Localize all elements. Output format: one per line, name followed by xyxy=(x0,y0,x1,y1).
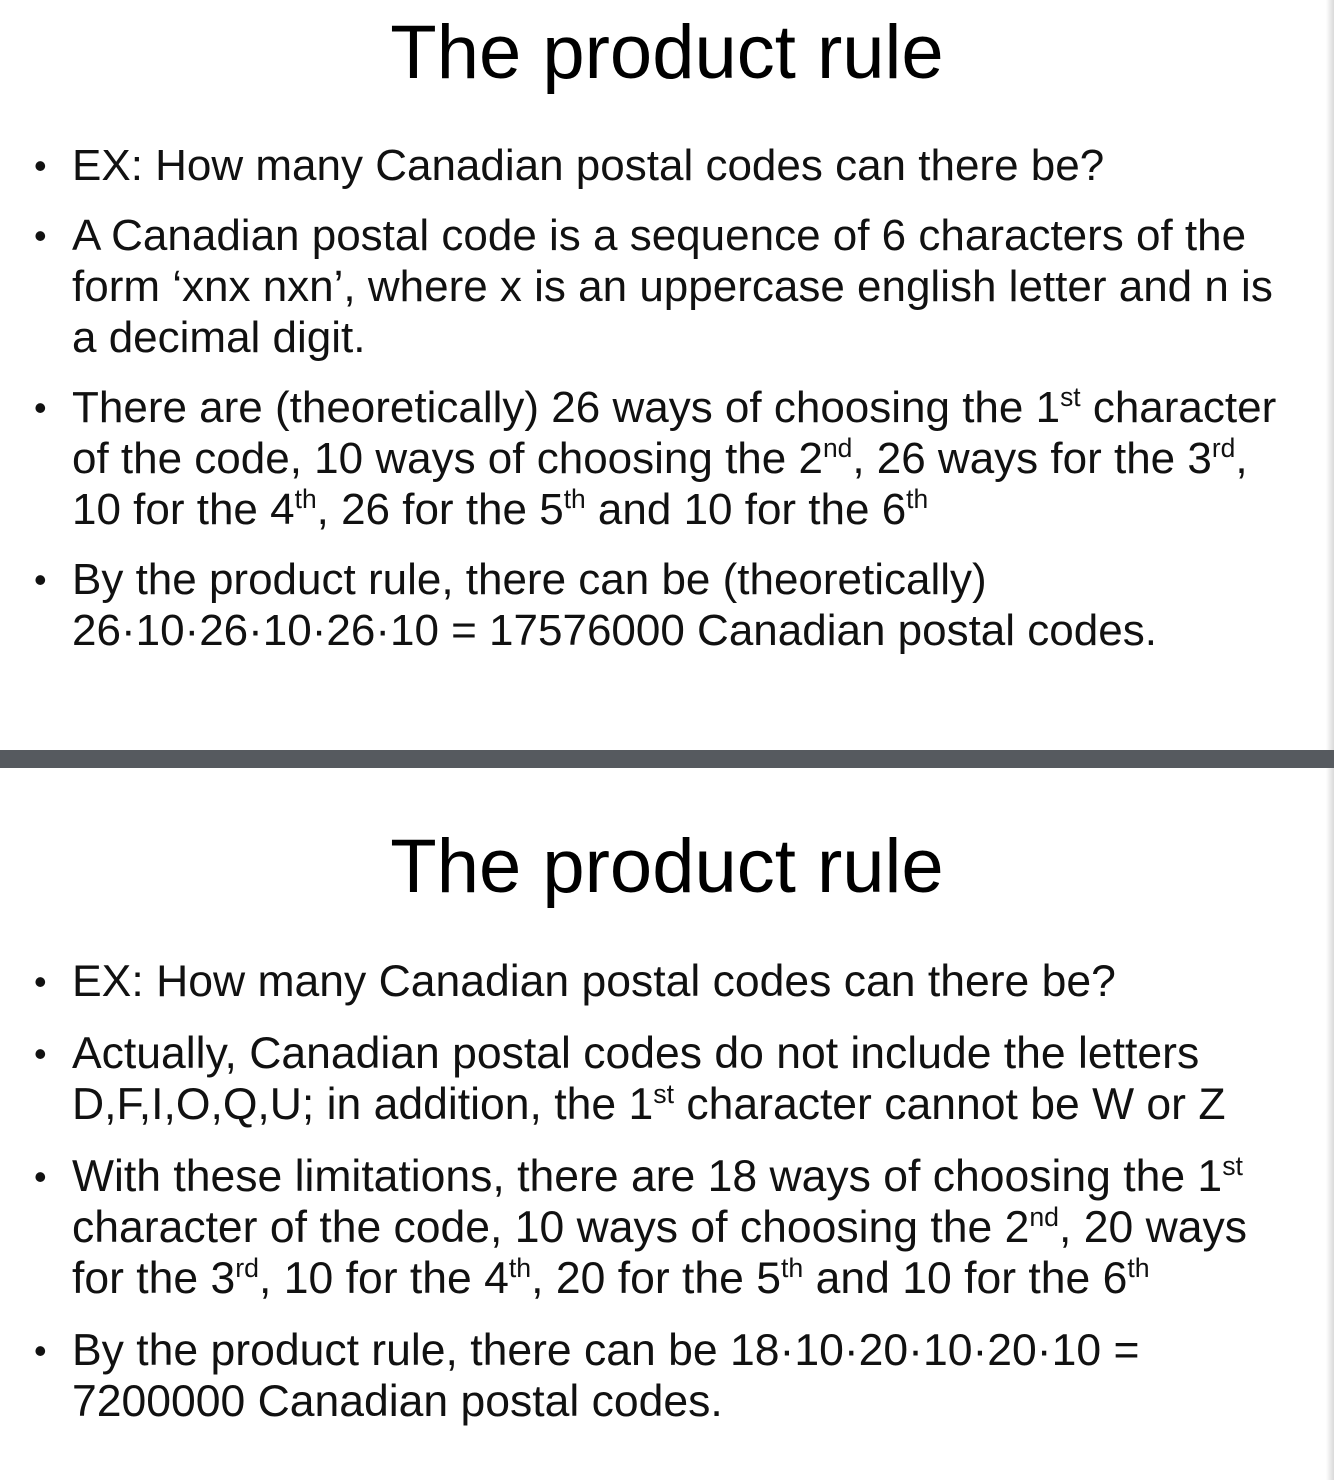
ordinal-suffix: th xyxy=(563,484,586,515)
bullet-text: , 10 for the 4 xyxy=(72,434,1248,534)
ordinal-suffix: st xyxy=(1060,382,1081,413)
bullet-text: A Canadian postal code is a sequence of 6 characters of the form ‘xnx nxn’, where x is an uppercase english letter and n is a decimal digit. xyxy=(72,211,1273,362)
bullet-dot-icon: • xyxy=(34,145,47,186)
bullet-dot-icon: • xyxy=(34,1330,47,1371)
slide-separator xyxy=(0,750,1334,768)
bullet-text: EX: How many Canadian postal codes can there be? xyxy=(72,141,1105,190)
ordinal-suffix: nd xyxy=(822,433,853,464)
bullet-text: and 10 for the 6 xyxy=(585,485,907,534)
bullet-text: With these limitations, there are 18 ways of choosing the 1 xyxy=(72,1152,1223,1201)
bullet-dot-icon: • xyxy=(34,387,47,428)
bullet-text: , 10 for the 4 xyxy=(259,1254,509,1303)
bullet-item xyxy=(0,382,1300,535)
slide-title: The product rule xyxy=(390,10,944,95)
bullet-item xyxy=(0,210,1300,363)
ordinal-suffix: rd xyxy=(235,1252,260,1283)
slide-edge-shadow xyxy=(1326,768,1334,1480)
bullet-text: character of the code, 10 ways of choosing the 2 xyxy=(72,383,1277,483)
bullet-text: There are (theoretically) 26 ways of choosing the 1 xyxy=(72,383,1061,432)
bullet-text: By the product rule, there can be (theoretically) 26·10·26·10·26·10 = 17576000 Canadian postal codes. xyxy=(72,555,1157,655)
bullet-text: EX: How many Canadian postal codes can there be? xyxy=(72,957,1116,1006)
bullet-item xyxy=(0,1028,1300,1130)
ordinal-suffix: rd xyxy=(1211,433,1236,464)
slide-title: The product rule xyxy=(390,824,944,909)
ordinal-suffix: th xyxy=(508,1252,532,1283)
bullet-text: Actually, Canadian postal codes do not include the letters D,F,I,O,Q,U; in addition, the 1 xyxy=(72,1029,1200,1129)
slide-edge-shadow xyxy=(1326,0,1334,752)
bullet-text: , 26 for the 5 xyxy=(316,485,564,534)
bullet-item xyxy=(0,1151,1300,1304)
bullet-text: By the product rule, there can be 18·10·20·10·20·10 = 7200000 Canadian postal codes. xyxy=(72,1326,1140,1426)
ordinal-suffix: th xyxy=(294,484,317,515)
bullet-dot-icon: • xyxy=(34,215,47,256)
slide-2 xyxy=(0,768,1334,1480)
bullet-text: , 20 for the 5 xyxy=(531,1254,781,1303)
bullet-dot-icon: • xyxy=(34,1033,47,1074)
ordinal-suffix: th xyxy=(906,484,929,515)
bullet-dot-icon: • xyxy=(34,1156,47,1197)
bullet-text: character cannot be W or Z xyxy=(674,1080,1226,1129)
ordinal-suffix: th xyxy=(781,1252,804,1283)
ordinal-suffix: nd xyxy=(1029,1201,1060,1232)
bullet-item xyxy=(0,554,1300,656)
ordinal-suffix: st xyxy=(1222,1150,1243,1181)
bullet-text: , 20 ways for the 3 xyxy=(72,1203,1248,1303)
bullet-item xyxy=(0,956,1300,1007)
bullet-text: character of the code, 10 ways of choosing the 2 xyxy=(72,1203,1030,1252)
bullet-list xyxy=(0,956,1300,1448)
bullet-item xyxy=(0,1325,1300,1427)
bullet-item xyxy=(0,140,1300,191)
ordinal-suffix: st xyxy=(653,1078,675,1109)
ordinal-suffix: th xyxy=(1127,1252,1150,1283)
bullet-dot-icon: • xyxy=(34,559,47,600)
bullet-list xyxy=(0,140,1300,675)
bullet-text: and 10 for the 6 xyxy=(803,1254,1128,1303)
bullet-text: , 26 ways for the 3 xyxy=(852,434,1212,483)
bullet-dot-icon: • xyxy=(34,961,47,1002)
